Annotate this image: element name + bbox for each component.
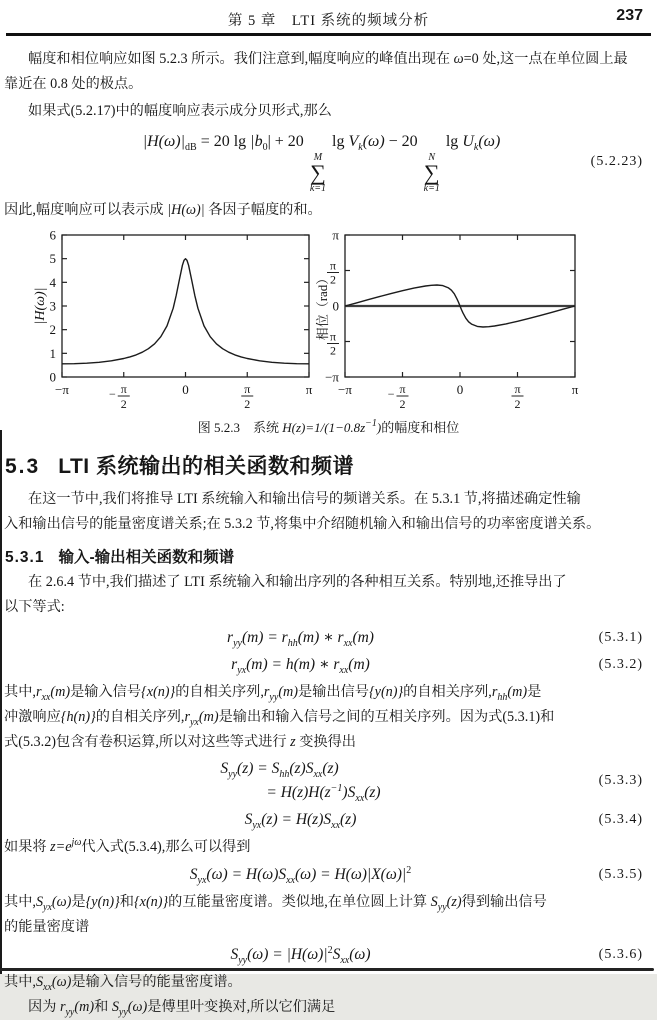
svg-text:−π: −π bbox=[338, 381, 352, 397]
magnitude-chart bbox=[33, 227, 313, 411]
scan-edge-artifact-bottom bbox=[0, 968, 654, 971]
paragraph-line: 在 2.6.4 节中,我们描述了 LTI 系统输入和输出序列的各种相互关系。特别地,还推导出了 bbox=[28, 573, 567, 590]
equation-5-3-6 bbox=[0, 943, 657, 967]
equation-5-3-5 bbox=[0, 863, 657, 887]
paragraph-line: 因此,幅度响应可以表示成 |H(ω)| 各因子幅度的和。 bbox=[4, 201, 322, 218]
svg-text:|H(ω)|: |H(ω)| bbox=[33, 287, 48, 325]
svg-text:0: 0 bbox=[332, 298, 339, 314]
svg-text:2: 2 bbox=[49, 322, 56, 338]
svg-text:2: 2 bbox=[399, 396, 406, 411]
paragraph-line: 其中$,S_{yx}(\omega)$是{y(n)}和{x(n)}的互能量密度谱。类似地,在单位圆上计算 $S_{yy}(z)$得到输出信号 bbox=[4, 893, 547, 913]
header-rule bbox=[6, 33, 651, 36]
paragraph-line: 冲激响应{h(n)}的自相关序列$,r_{yx}(m)$是输出和输入信号之间的互相关序列。因为式(5.3.1)和 bbox=[4, 708, 555, 728]
paragraph-1 bbox=[4, 47, 652, 124]
scan-edge-artifact-left bbox=[0, 430, 2, 974]
equation-number: (5.3.4) bbox=[598, 811, 643, 827]
equation-5-3-2 bbox=[0, 653, 657, 677]
svg-text:π: π bbox=[120, 381, 127, 396]
paragraph-line: 以下等式: bbox=[4, 598, 65, 615]
svg-text:−: − bbox=[108, 386, 116, 401]
svg-text:0: 0 bbox=[49, 369, 56, 385]
paragraph-4 bbox=[4, 570, 652, 620]
equation-body: $S_{yx}(z) = H(z)S_{xx}(z)$ bbox=[244, 810, 357, 831]
svg-text:1: 1 bbox=[49, 345, 56, 361]
figure-5-2-3 bbox=[0, 225, 657, 436]
svg-text:π: π bbox=[305, 381, 313, 397]
svg-text:π: π bbox=[399, 381, 406, 396]
equation-body: $r_{yy}(m) = r_{hh}(m)$ ∗ $r_{xx}(m)$ bbox=[227, 628, 374, 649]
page-header bbox=[0, 0, 657, 33]
svg-text:π: π bbox=[571, 381, 579, 397]
equation-number: (5.3.1) bbox=[598, 629, 643, 645]
paragraph-line: 式(5.3.2)包含有卷积运算,所以对这些等式进行 z 变换得出 bbox=[4, 733, 356, 750]
svg-text:0: 0 bbox=[182, 381, 189, 397]
equation-number: (5.3.3) bbox=[598, 772, 643, 788]
chapter-title: 第 5 章 LTI 系统的频域分析 bbox=[227, 13, 430, 29]
section-number: 5.3 bbox=[5, 454, 41, 478]
equation-number: (5.2.23) bbox=[590, 153, 643, 169]
paragraph-8 bbox=[4, 970, 652, 1020]
equation-5-3-3 bbox=[0, 757, 657, 805]
svg-text:2: 2 bbox=[244, 396, 251, 411]
svg-text:π: π bbox=[244, 381, 251, 396]
equation-number: (5.3.5) bbox=[598, 866, 643, 882]
paragraph-line: 其中$,r_{xx}(m)$是输入信号{x(n)}的自相关序列$,r_{yy}(m)$是输出信号{y(n)}的自相关序列$,r_{hh}(m)$是 bbox=[4, 683, 542, 703]
paragraph-line: 如果式(5.2.17)中的幅度响应表示成分贝形式,那么 bbox=[28, 103, 332, 119]
paragraph-line: 如果将 $z=e^{j\omega}$代入式(5.3.4),那么可以得到 bbox=[4, 836, 251, 855]
paragraph-line: 在这一节中,我们将推导 LTI 系统输入和输出信号的频谱关系。在 5.3.1 节,将描述确定性输 bbox=[28, 490, 581, 507]
svg-text:π: π bbox=[329, 258, 337, 273]
svg-text:π: π bbox=[514, 381, 521, 396]
svg-text:4: 4 bbox=[49, 274, 56, 290]
svg-text:−π: −π bbox=[325, 369, 339, 385]
section-title: LTI 系统输出的相关函数和频谱 bbox=[58, 454, 354, 478]
equation-number: (5.3.2) bbox=[598, 656, 643, 672]
svg-text:2: 2 bbox=[330, 272, 336, 287]
svg-text:2: 2 bbox=[514, 396, 521, 411]
equation-body: $S_{yy}(\omega) = |H(\omega)|^2S_{xx}(\omega)$ bbox=[230, 944, 371, 966]
svg-text:2: 2 bbox=[120, 396, 127, 411]
equation-5-2-23 bbox=[0, 130, 657, 194]
equation-number: (5.3.6) bbox=[598, 946, 643, 962]
paragraph-line: 其中$,S_{xx}(\omega)$是输入信号的能量密度谱。 bbox=[4, 973, 242, 993]
paragraph-line: 因为 $r_{yy}(m)$和 $S_{yy}(\omega)$是傅里叶变换对,所以它们满足 bbox=[28, 998, 336, 1018]
paragraph-line: 幅度和相位响应如图 5.2.3 所示。我们注意到,幅度响应的峰值出现在 ω=0 处,这一点在单位圆上最 bbox=[28, 51, 628, 67]
paragraph-line: 的能量密度谱 bbox=[4, 918, 90, 935]
equation-body: $r_{yx}(m) = h(m)$ ∗ $r_{xx}(m)$ bbox=[231, 655, 370, 676]
paragraph-line: 入和输出信号的能量密度谱关系;在 5.3.2 节,将集中介绍随机输入和输出信号的功率密度谱关系。 bbox=[4, 515, 601, 532]
paragraph-5 bbox=[4, 680, 652, 755]
paragraph-3 bbox=[4, 487, 652, 537]
figure-plots bbox=[0, 225, 657, 417]
svg-text:5: 5 bbox=[49, 251, 56, 267]
section-5-3-heading bbox=[5, 450, 657, 480]
section-number: 5.3.1 bbox=[5, 548, 45, 566]
section-title: 输入-输出相关函数和频谱 bbox=[58, 548, 235, 566]
svg-text:0: 0 bbox=[456, 381, 464, 397]
svg-text:π: π bbox=[329, 329, 337, 344]
phase-chart bbox=[315, 227, 579, 411]
paragraph-7 bbox=[4, 890, 652, 940]
equation-body: $S_{yx}(\omega) = H(\omega)S_{xx}(\omega) = H(\omega)|X(\omega)|^2$ bbox=[189, 864, 412, 886]
equation-5-3-4 bbox=[0, 808, 657, 832]
equation-body: $|H(\omega)|_{dB} = 20$ $\lg |b_0| + 20$ M ∑ k=1 $\lg V_k(\omega) - 20$ N ∑ k=1 $\lg U_k(\omega)$ bbox=[142, 133, 501, 194]
paragraph-2 bbox=[4, 198, 652, 223]
page-number: 237 bbox=[616, 7, 643, 24]
equation-5-3-1 bbox=[0, 626, 657, 650]
svg-text:6: 6 bbox=[49, 227, 56, 243]
section-5-3-1-heading bbox=[5, 545, 657, 567]
equation-body: $S_{yy}(z) = S_{hh}(z)S_{xx}(z)$ = $H(z)H(z^{-1})S_{xx}(z)$ bbox=[220, 759, 381, 804]
svg-text:−: − bbox=[387, 386, 395, 401]
svg-text:π: π bbox=[332, 227, 339, 243]
paragraph-line: 靠近在 0.8 处的极点。 bbox=[4, 76, 143, 92]
svg-text:相位（rad）: 相位（rad） bbox=[315, 271, 330, 341]
svg-text:2: 2 bbox=[330, 343, 336, 358]
svg-text:3: 3 bbox=[49, 298, 56, 314]
figure-caption: 图 5.2.3 系统 $H(z)=1/(1-0.8z^{-1})$的幅度和相位 bbox=[197, 417, 460, 435]
svg-text:−π: −π bbox=[55, 381, 69, 397]
paragraph-6 bbox=[4, 835, 652, 860]
